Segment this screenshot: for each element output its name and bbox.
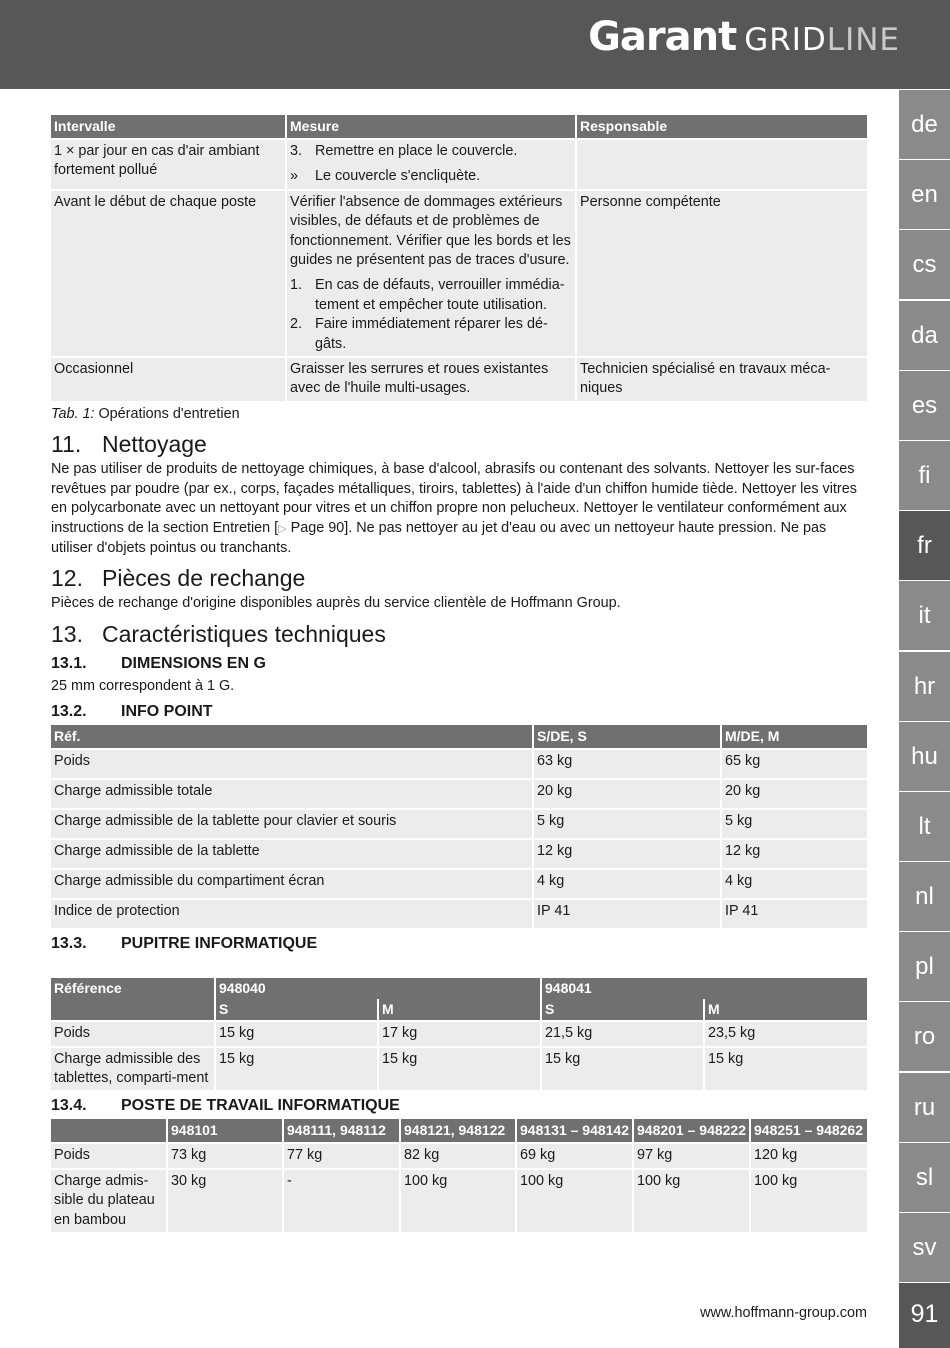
table-header: M xyxy=(704,999,867,1021)
section-heading-11: 11. Nettoyage xyxy=(51,431,207,458)
brand-garant: Garant xyxy=(588,14,737,60)
table-row: Poids 63 kg 65 kg xyxy=(51,749,867,779)
language-tab-ru[interactable]: ru xyxy=(899,1073,950,1142)
table-row: Charge admissible totale 20 kg 20 kg xyxy=(51,779,867,809)
page-content xyxy=(51,115,867,1232)
pupitre-table xyxy=(51,978,867,1090)
language-tab-nl[interactable]: nl xyxy=(899,862,950,931)
subsection-heading-13-3: 13.3. PUPITRE INFORMATIQUE xyxy=(51,935,318,953)
table-row: Indice de protection IP 41 IP 41 xyxy=(51,899,867,928)
table-header: 948131 – 948142 xyxy=(516,1119,633,1143)
table-row xyxy=(51,190,867,357)
table-header: 948040 xyxy=(215,978,541,999)
footer-url[interactable]: www.hoffmann-group.com xyxy=(700,1305,867,1321)
language-tab-sv[interactable]: sv xyxy=(899,1213,950,1282)
table-cell: Technicien spécialisé en travaux méca-niques xyxy=(576,357,867,401)
language-tab-fr[interactable]: fr xyxy=(899,511,950,580)
table-cell xyxy=(286,139,576,190)
section-heading-12: 12. Pièces de rechange xyxy=(51,565,306,592)
step-number: 2. xyxy=(290,316,303,333)
subsection-heading-13-4: 13.4. POSTE DE TRAVAIL INFORMATIQUE xyxy=(51,1097,400,1115)
table-header: Responsable xyxy=(576,115,867,139)
table-cell xyxy=(576,139,867,190)
language-tab-fi[interactable]: fi xyxy=(899,441,950,510)
brand-grid: GRID xyxy=(744,22,827,58)
language-tab-en[interactable]: en xyxy=(899,160,950,229)
table-cell: Personne compétente xyxy=(576,190,867,357)
table-header: 948121, 948122 xyxy=(400,1119,516,1143)
subsection-heading-13-2: 13.2. INFO POINT xyxy=(51,703,213,721)
table-header: Référence xyxy=(51,978,215,1021)
step-number: 1. xyxy=(290,277,303,294)
section-text-12: Pièces de rechange d'origine disponibles auprès du service clientèle de Hoffmann Group. xyxy=(51,595,621,612)
table-cell xyxy=(286,190,576,357)
language-tab-hu[interactable]: hu xyxy=(899,722,950,791)
table-header: 948201 – 948222 xyxy=(633,1119,750,1143)
language-tab-ro[interactable]: ro xyxy=(899,1002,950,1071)
table-row xyxy=(51,139,867,190)
language-tab-sl[interactable]: sl xyxy=(899,1143,950,1212)
language-tab-cs[interactable]: cs xyxy=(899,230,950,299)
table-header xyxy=(51,1119,167,1143)
table-header: 948041 xyxy=(541,978,867,999)
page-number: 91 xyxy=(899,1283,950,1348)
table-row: Charge admissible de la tablette 12 kg 12 kg xyxy=(51,839,867,869)
table-cell: Avant le début de chaque poste xyxy=(51,190,286,357)
step-number: 3. xyxy=(290,143,303,159)
subsection-heading-13-1: 13.1. DIMENSIONS EN G xyxy=(51,654,266,672)
table-row: Charge admissible de la tablette pour clavier et souris 5 kg 5 kg xyxy=(51,809,867,839)
table-header: S xyxy=(541,999,704,1021)
language-tab-es[interactable]: es xyxy=(899,371,950,440)
workstation-table xyxy=(51,1119,867,1232)
maintenance-table xyxy=(51,115,867,401)
measure-text: Vérifier l'absence de dommages extérieurs visibles, de défauts et de problèmes de fonctionnement. Vérifier que les bords et les guides ne présentent pas de traces d'usure. xyxy=(290,193,571,269)
language-tab-da[interactable]: da xyxy=(899,301,950,370)
info-point-table xyxy=(51,725,867,928)
language-tab-it[interactable]: it xyxy=(899,581,950,650)
language-tab-de[interactable]: de xyxy=(899,90,950,159)
table-row: Charge admissible du compartiment écran 4 kg 4 kg xyxy=(51,869,867,899)
language-tab-pl[interactable]: pl xyxy=(899,932,950,1001)
page-header xyxy=(0,0,950,89)
table-header: M xyxy=(378,999,541,1021)
page-ref-arrow-icon: ▷ xyxy=(278,522,287,535)
table-row xyxy=(51,357,867,401)
table-cell: 1 × par jour en cas d'air ambiant fortement pollué xyxy=(51,139,286,190)
table-cell: Occasionnel xyxy=(51,357,286,401)
table-header: S/DE, S xyxy=(533,725,721,749)
table-header: Réf. xyxy=(51,725,533,749)
table-row: Poids 73 kg 77 kg 82 kg 69 kg 97 kg 120 kg xyxy=(51,1143,867,1168)
table-cell: Graisser les serrures et roues existantes avec de l'huile multi-usages. xyxy=(286,357,576,401)
step-text: Remettre en place le couvercle. xyxy=(315,143,518,159)
result-marker: » xyxy=(290,168,299,185)
table-row: Poids 15 kg 17 kg 21,5 kg 23,5 kg xyxy=(51,1021,867,1046)
caption-text: Opérations d'entretien xyxy=(98,405,240,422)
caption-label: Tab. 1: xyxy=(51,405,95,422)
section-text-11: Ne pas utiliser de produits de nettoyage chimiques, à base d'alcool, abrasifs ou contenant des solvants. Nettoyer les sur-faces revêtues par poudre (par ex., corps, façades métalliques, tiroirs, tablettes) à l'aide d'un chiffon humide tiède. Nettoyer les vitres en polycarbonate avec un nettoyant pour vitres et un chiffon propre non pelucheux. Nettoyer le ventilateur conformément aux instructions de la section Entretien [▷ Page 90]. Ne pas nettoyer au jet d'eau ou avec un nettoyeur haute pression. Ne pas utiliser d'objets pointus ou tranchants. xyxy=(51,461,857,556)
table-header: S xyxy=(215,999,378,1021)
section-heading-13: 13. Caractéristiques techniques xyxy=(51,620,386,647)
step-text: Faire immédiatement réparer les dé-gâts. xyxy=(315,316,548,352)
language-sidebar xyxy=(899,90,950,1283)
table-row: Charge admis-sible du plateau en bambou 30 kg - 100 kg 100 kg 100 kg 100 kg xyxy=(51,1169,867,1232)
table-row: Charge admissible des tablettes, comparti-ment 15 kg 15 kg 15 kg 15 kg xyxy=(51,1047,867,1091)
table-header: 948111, 948112 xyxy=(283,1119,400,1143)
brand-line: LINE xyxy=(826,22,900,58)
result-text: Le couvercle s'encliquète. xyxy=(315,168,481,185)
subsection-text-13-1: 25 mm correspondent à 1 G. xyxy=(51,677,235,694)
step-text: En cas de défauts, verrouiller immédia-tement et empêcher toute utilisation. xyxy=(315,277,565,313)
table-caption xyxy=(51,405,867,424)
page-ref-link[interactable]: Page 90 xyxy=(290,519,345,536)
table-header: 948101 xyxy=(167,1119,283,1143)
brand-logo xyxy=(588,14,900,60)
language-tab-hr[interactable]: hr xyxy=(899,652,950,721)
language-tab-lt[interactable]: lt xyxy=(899,792,950,861)
table-header: Intervalle xyxy=(51,115,286,139)
table-header: Mesure xyxy=(286,115,576,139)
table-header: 948251 – 948262 xyxy=(750,1119,867,1143)
table-header: M/DE, M xyxy=(721,725,867,749)
